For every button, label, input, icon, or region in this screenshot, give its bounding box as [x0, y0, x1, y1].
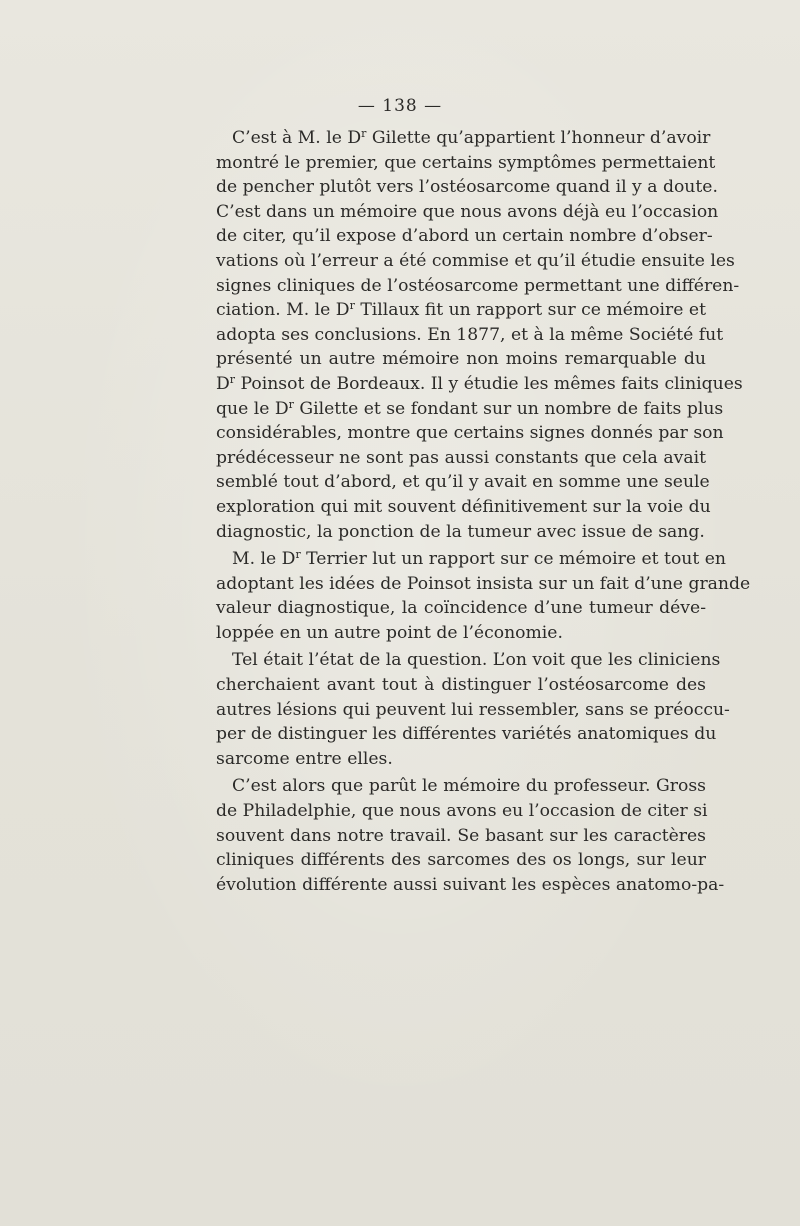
text-line: valeur diagnostique, la coïncidence d’une tumeur déve-	[216, 598, 706, 619]
text-line: prédécesseur ne sont pas aussi constants que cela avait	[216, 447, 706, 468]
text-line: diagnostic, la ponction de la tumeur avec issue de sang.	[216, 521, 705, 542]
text-line: C’est dans un mémoire que nous avons déjà eu l’occasion	[216, 201, 719, 222]
text-line: cliniques différents des sarcomes des os longs, sur leur	[216, 850, 706, 871]
text-line: semblé tout d’abord, et qu’il y avait en somme une seule	[216, 472, 710, 493]
text-line: loppée en un autre point de l’économie.	[216, 622, 563, 643]
text-line: évolution différente aussi suivant les espèces anatomo-pa-	[216, 874, 725, 895]
text-line: C’est alors que parût le mémoire du professeur. Gross	[232, 776, 706, 797]
text-line: C’est à M. le $D^r$ Gilette qu’appartient l’honneur d’avoir	[232, 127, 711, 148]
text-line: adopta ses conclusions. En 1877, et à la même Société fut	[216, 324, 724, 345]
text-line: de citer, qu’il expose d’abord un certain nombre d’obser-	[216, 226, 713, 247]
text-line: souvent dans notre travail. Se basant sur les caractères	[216, 825, 706, 846]
text-line: adoptant les idées de Poinsot insista sur un fait d’une grande	[216, 573, 751, 594]
page-number: — 138 —	[357, 96, 443, 116]
text-line: présenté un autre mémoire non moins remarquable du	[216, 349, 706, 370]
text-line: de Philadelphie, que nous avons eu l’occasion de citer si	[216, 801, 708, 822]
text-line: signes cliniques de l’ostéosarcome permettant une différen-	[216, 275, 740, 296]
text-line: exploration qui mit souvent définitivement sur la voie du	[216, 496, 711, 517]
text-line: que le $D^r$ Gilette et se fondant sur un nombre de faits plus	[216, 397, 724, 419]
text-line: $D^r$ Poinsot de Bordeaux. Il y étudie les mêmes faits cliniques	[216, 372, 743, 394]
text-line: autres lésions qui peuvent lui ressembler, sans se préoccu-	[216, 699, 730, 720]
text-line: sarcome entre elles.	[216, 748, 393, 769]
text-line: montré le premier, que certains symptômes permettaient	[216, 152, 716, 173]
text-line: cherchaient avant tout à distinguer l’ostéosarcome des	[216, 675, 706, 696]
text-line: de pencher plutôt vers l’ostéosarcome quand il y a doute.	[216, 177, 718, 198]
text-line: vations où l’erreur a été commise et qu’il étudie ensuite les	[216, 250, 735, 271]
text-line: ciation. M. le $D^r$ Tillaux fit un rapport sur ce mémoire et	[216, 299, 706, 321]
body-text	[216, 126, 751, 897]
text-line: considérables, montre que certains signes donnés par son	[216, 423, 724, 444]
text-line: Tel était l’état de la question. L’on voit que les cliniciens	[232, 650, 721, 671]
text-line: per de distinguer les différentes variétés anatomiques du	[216, 724, 717, 745]
text-line: M. le $D^r$ Terrier lut un rapport sur ce mémoire et tout en	[232, 548, 726, 570]
